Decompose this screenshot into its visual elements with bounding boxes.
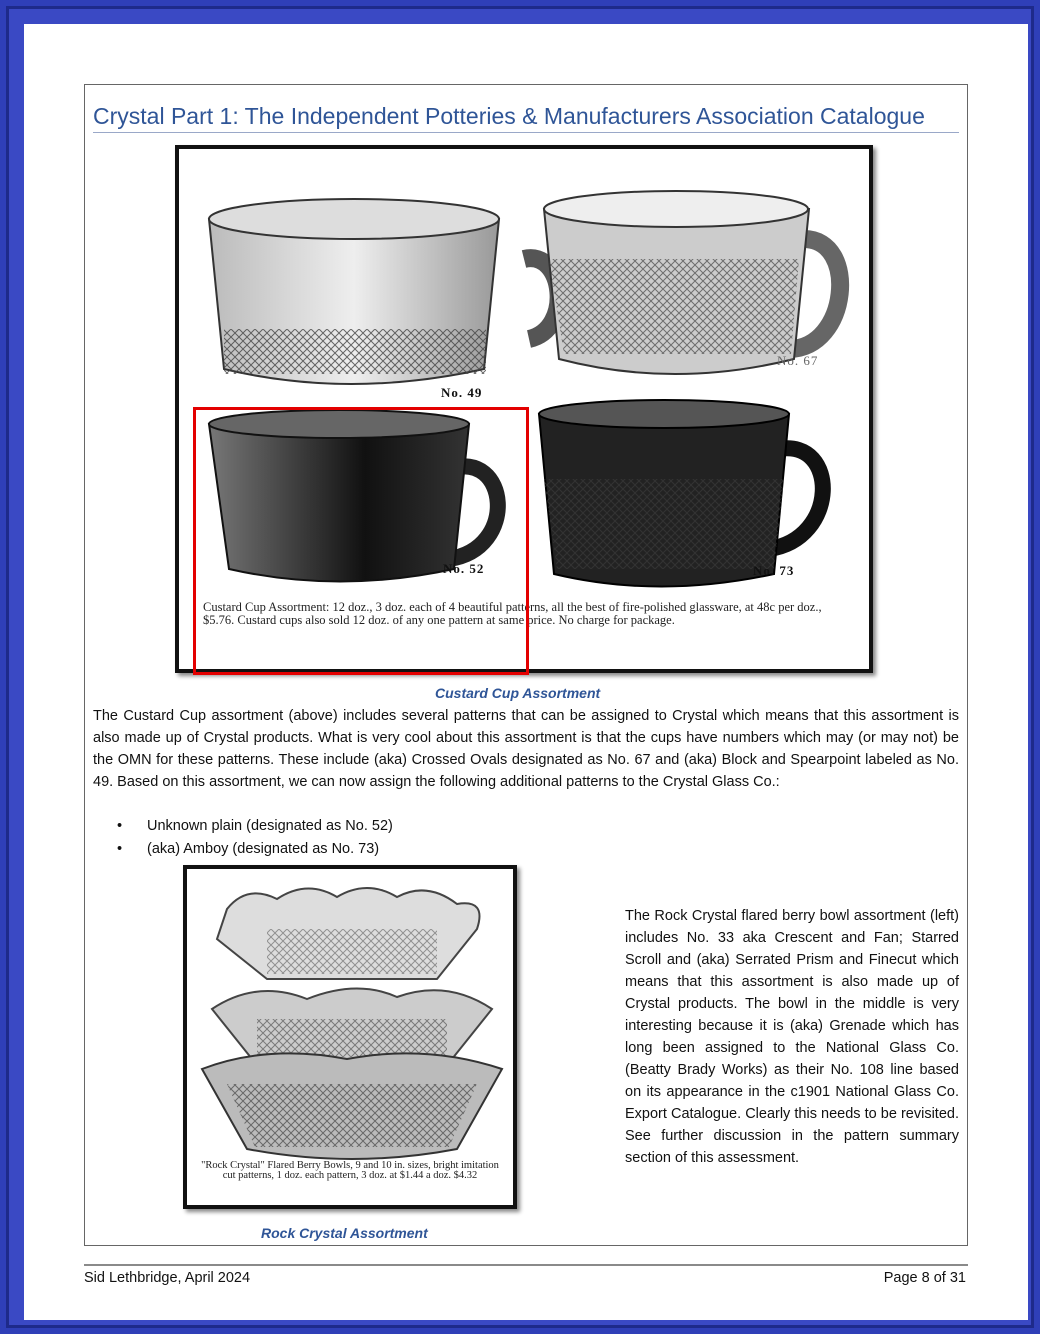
pattern-list <box>117 815 393 861</box>
bowl-top <box>217 888 480 979</box>
footer-author: Sid Lethbridge, April 2024 <box>84 1270 251 1286</box>
cup-no-73 <box>539 400 823 587</box>
label-no-52: No. 52 <box>443 561 485 576</box>
label-no-49: No. 49 <box>441 385 483 400</box>
highlight-box <box>193 407 529 675</box>
figure2-caption: Rock Crystal Assortment <box>261 1225 428 1241</box>
figure2-print-caption: "Rock Crystal" Flared Berry Bowls, 9 and 10 in. sizes, bright imitation cut patterns, 1 doz. each pattern, 3 doz. at $1.44 a doz. $4.32 <box>201 1160 499 1181</box>
label-no-67: No. 67 <box>777 353 819 368</box>
page-title: Crystal Part 1: The Independent Potteries & Manufacturers Association Catalogue <box>93 103 959 133</box>
figure1-print-caption: Custard Cup Assortment: 12 doz., 3 doz. each of 4 beautiful patterns, all the best of fire-polished glassware, at 48c per doz., $5.76. Custard cups also sold 12 doz. of any one pattern at same price. No charge for package. <box>203 600 822 627</box>
bowl-middle <box>212 988 492 1059</box>
figure1-caption: Custard Cup Assortment <box>435 685 601 701</box>
page-frame <box>6 6 1034 1328</box>
rock-crystal-figure <box>183 865 517 1209</box>
footer-page-number: Page 8 of 31 <box>883 1270 966 1286</box>
content-box <box>84 84 968 1246</box>
body-paragraph: The Custard Cup assortment (above) includes several patterns that can be assigned to Crystal which means that this assortment is also made up of Crystal products. What is very cool about this assortment is that the cups have numbers which may (or may not) be the OMN for these patterns. These include (aka) Crossed Ovals designated as No. 67 and (aka) Block and Spearpoint labeled as No. 49. Based on this assortment, we can now assign the following additional patterns to the Crystal Glass Co.: <box>93 708 959 790</box>
cup-no-67 <box>544 191 840 374</box>
berry-bowl-illustration <box>187 869 513 1205</box>
side-paragraph: The Rock Crystal flared berry bowl assortment (left) includes No. 33 aka Crescent and Fan; Starred Scroll and (aka) Serrated Prism and Finecut which means that this assortment is also made up of Crystal products. The bowl in the middle is very interesting because it is (aka) Grenade which has long been assigned to the National Glass Co. (Beatty Brady Works) as their No. 108 line based on its appearance in the c1901 National Glass Co. Export Catalogue. Clearly this needs to be revisited. See further discussion in the pattern summary section of this assessment. <box>625 908 959 1166</box>
document-page <box>24 24 1028 1320</box>
bowl-bottom <box>202 1053 502 1159</box>
label-no-73: No. 73 <box>753 563 795 578</box>
cup-no-49 <box>209 199 559 384</box>
custard-cup-figure <box>175 145 873 673</box>
list-item: • Unknown plain (designated as No. 52) <box>117 815 393 838</box>
footer-divider <box>84 1264 968 1266</box>
list-item: • (aka) Amboy (designated as No. 73) <box>117 838 393 861</box>
